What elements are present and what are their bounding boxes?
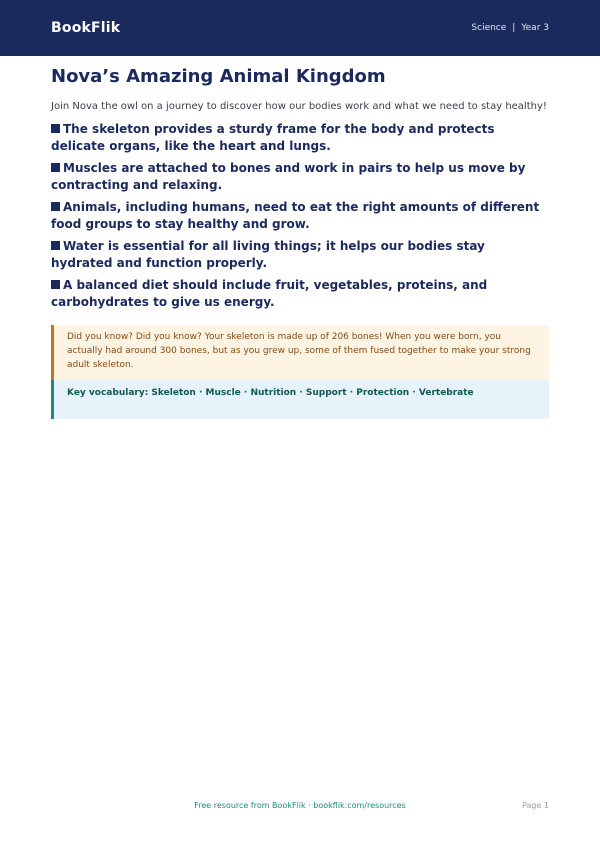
- header-bar: [0, 0, 600, 56]
- key-point: [51, 199, 549, 233]
- brand-logo[interactable]: BookFlik: [51, 20, 121, 36]
- key-point: [51, 160, 549, 194]
- square-bullet-icon: [51, 124, 60, 133]
- meta-separator: |: [512, 23, 516, 33]
- key-point-text: The skeleton provides a sturdy frame for the body and protects delicate organs, like the heart and lungs.: [51, 122, 495, 153]
- key-point: [51, 121, 549, 155]
- key-point-text: Animals, including humans, need to eat the right amounts of different food groups to stay healthy and grow.: [51, 200, 540, 231]
- did-you-know-text: Did you know? Did you know? Your skeleton is made up of 206 bones! When you were born, you actually had around 300 bones, but as you grew up, some of them fused together to make your strong adult skeleton.: [67, 332, 531, 370]
- key-point-text: Muscles are attached to bones and work in pairs to help us move by contracting and relaxing.: [51, 161, 526, 192]
- header-meta: [471, 23, 549, 33]
- key-point-text: A balanced diet should include fruit, vegetables, proteins, and carbohydrates to give us energy.: [51, 278, 488, 309]
- footer-credit-link[interactable]: Free resource from BookFlik · bookflik.com/resources: [194, 801, 406, 810]
- key-point-text: Water is essential for all living things; it helps our bodies stay hydrated and function properly.: [51, 239, 485, 270]
- vocabulary-box: [51, 380, 549, 419]
- did-you-know-box: [51, 325, 549, 380]
- square-bullet-icon: [51, 202, 60, 211]
- intro-text: Join Nova the owl on a journey to discover how our bodies work and what we need to stay healthy!: [51, 101, 547, 112]
- page-number: Page 1: [522, 801, 549, 810]
- subject-label: Science: [471, 23, 507, 33]
- main-content: [0, 56, 600, 419]
- key-points-list: [51, 121, 549, 311]
- year-label: Year 3: [521, 23, 549, 33]
- key-point: [51, 277, 549, 311]
- vocabulary-text: Key vocabulary: Skeleton · Muscle · Nutrition · Support · Protection · Vertebrate: [67, 388, 474, 398]
- page-footer: [51, 801, 549, 815]
- key-point: [51, 238, 549, 272]
- square-bullet-icon: [51, 280, 60, 289]
- square-bullet-icon: [51, 163, 60, 172]
- square-bullet-icon: [51, 241, 60, 250]
- page-title: Nova’s Amazing Animal Kingdom: [51, 66, 386, 87]
